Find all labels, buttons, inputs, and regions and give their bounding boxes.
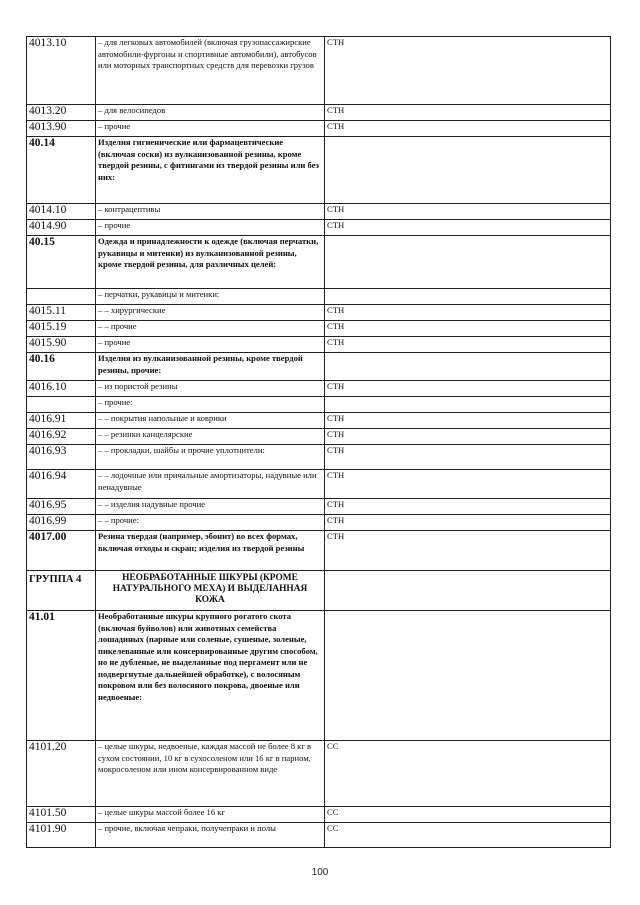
table-row xyxy=(27,470,611,499)
heading-row xyxy=(27,236,611,289)
table-row xyxy=(27,305,611,321)
heading-row xyxy=(27,611,611,741)
description-cell: – прочие xyxy=(96,337,325,353)
requirement-cell: СТН xyxy=(325,204,611,220)
requirement-cell xyxy=(325,397,611,413)
requirement-cell: СТН xyxy=(325,429,611,445)
description-cell: – для легковых автомобилей (включая грузопассажирские автомобили-фургоны и спортивные автомобили), автобусов или моторных транспортных средств для перевозки грузов xyxy=(96,37,325,105)
requirement-cell: СТН xyxy=(325,515,611,531)
description-cell: – из пористой резины xyxy=(96,381,325,397)
requirement-cell: СТН xyxy=(325,37,611,105)
table-row xyxy=(27,741,611,807)
code-cell xyxy=(27,289,96,305)
table-row xyxy=(27,413,611,429)
description-cell: – – изделия надувные прочие xyxy=(96,499,325,515)
requirement-cell xyxy=(325,571,611,611)
requirement-cell: СТН xyxy=(325,381,611,397)
tn-ved-table xyxy=(26,36,611,848)
description-cell: – прочие, включая чепраки, получепраки и полы xyxy=(96,823,325,848)
requirement-cell: СТН xyxy=(325,220,611,236)
description-cell: – для велосипедов xyxy=(96,105,325,121)
code-cell: 4016.91 xyxy=(27,413,96,429)
description-cell: – – резинки канцелярские xyxy=(96,429,325,445)
code-cell: 4016.10 xyxy=(27,381,96,397)
requirement-cell xyxy=(325,611,611,741)
group-code-cell: ГРУППА 4 xyxy=(27,571,96,611)
table-row xyxy=(27,321,611,337)
requirement-cell: СС xyxy=(325,807,611,823)
description-cell: – прочие: xyxy=(96,397,325,413)
group-title-cell: НЕОБРАБОТАННЫЕ ШКУРЫ (КРОМЕ НАТУРАЛЬНОГО МЕХА) И ВЫДЕЛАННАЯ КОЖА xyxy=(96,571,325,611)
requirement-cell xyxy=(325,353,611,381)
table-row xyxy=(27,289,611,305)
table-row xyxy=(27,445,611,470)
code-cell: 4014.10 xyxy=(27,204,96,220)
description-cell: – прочие xyxy=(96,220,325,236)
table-row xyxy=(27,204,611,220)
description-cell: – прочие xyxy=(96,121,325,137)
requirement-cell xyxy=(325,236,611,289)
requirement-cell: СТН xyxy=(325,445,611,470)
description-cell: – целые шкуры, недвоеные, каждая массой не более 8 кг в сухом состоянии, 10 кг в сухосоленом или 16 кг в парном, мокросоленом или ином консервированном виде xyxy=(96,741,325,807)
code-cell: 40.16 xyxy=(27,353,96,381)
code-cell: 4016.99 xyxy=(27,515,96,531)
description-cell: – перчатки, рукавицы и митенки: xyxy=(96,289,325,305)
requirement-cell xyxy=(325,289,611,305)
requirement-cell: СТН xyxy=(325,413,611,429)
code-cell: 4017.00 xyxy=(27,531,96,571)
description-cell: Изделия из вулканизованной резины, кроме твердой резины, прочие: xyxy=(96,353,325,381)
requirement-cell: СТН xyxy=(325,105,611,121)
table-row xyxy=(27,220,611,236)
requirement-cell: СТН xyxy=(325,121,611,137)
description-cell: Необработанные шкуры крупного рогатого скота (включая буйволов) или животных семейства лошадиных (парные или соленые, сушеные, золеные, пикелеванные или консервированные другим способом, но не дубленые, не выделанные под пергамент или не подвергнутые дальнейшей обработке), с волосяным покровом или без волосяного покрова, двоеные или недвоеные: xyxy=(96,611,325,741)
code-cell: 4014.90 xyxy=(27,220,96,236)
code-cell: 4016.92 xyxy=(27,429,96,445)
table-row xyxy=(27,337,611,353)
description-cell: Изделия гигиенические или фармацевтические (включая соски) из вулканизованной резины, кроме твердой резины, с фитингами из твердой резины или без них: xyxy=(96,137,325,204)
code-cell: 41.01 xyxy=(27,611,96,741)
code-cell: 4015.19 xyxy=(27,321,96,337)
page-number: 100 xyxy=(311,867,329,878)
code-cell: 4101.20 xyxy=(27,741,96,807)
description-cell: – контрацептивы xyxy=(96,204,325,220)
code-cell: 40.15 xyxy=(27,236,96,289)
code-cell: 4101.50 xyxy=(27,807,96,823)
requirement-cell: СТН xyxy=(325,305,611,321)
description-cell: – целые шкуры массой более 16 кг xyxy=(96,807,325,823)
table-row xyxy=(27,37,611,105)
table-row xyxy=(27,105,611,121)
requirement-cell: СТН xyxy=(325,337,611,353)
code-cell: 4016.95 xyxy=(27,499,96,515)
description-cell: – – покрытия напольные и коврики xyxy=(96,413,325,429)
code-cell: 4016.94 xyxy=(27,470,96,499)
group-row xyxy=(27,571,611,611)
table-row xyxy=(27,499,611,515)
code-cell: 40.14 xyxy=(27,137,96,204)
description-cell: – – прочие: xyxy=(96,515,325,531)
requirement-cell: СТН xyxy=(325,531,611,571)
description-cell: – – хирургические xyxy=(96,305,325,321)
code-cell: 4016.93 xyxy=(27,445,96,470)
table-row xyxy=(27,823,611,848)
code-cell: 4013.90 xyxy=(27,121,96,137)
code-cell: 4015.90 xyxy=(27,337,96,353)
description-cell: Резина твердая (например, эбонит) во всех формах, включая отходы и скрап; изделия из твердой резины xyxy=(96,531,325,571)
code-cell: 4013.20 xyxy=(27,105,96,121)
heading-row xyxy=(27,531,611,571)
table-row xyxy=(27,429,611,445)
table-row xyxy=(27,121,611,137)
requirement-cell: СС xyxy=(325,741,611,807)
table-row xyxy=(27,515,611,531)
description-cell: – – прокладки, шайбы и прочие уплотнители: xyxy=(96,445,325,470)
code-cell: 4013.10 xyxy=(27,37,96,105)
table-row xyxy=(27,397,611,413)
table-row xyxy=(27,381,611,397)
description-cell: Одежда и принадлежности к одежде (включая перчатки, рукавицы и митенки) из вулканизованной резины, кроме твердой резины, для различных целей: xyxy=(96,236,325,289)
requirement-cell xyxy=(325,137,611,204)
requirement-cell: СТН xyxy=(325,470,611,499)
code-cell: 4015.11 xyxy=(27,305,96,321)
heading-row xyxy=(27,353,611,381)
description-cell: – – прочие xyxy=(96,321,325,337)
description-cell: – – лодочные или причальные амортизаторы, надувные или ненадувные xyxy=(96,470,325,499)
heading-row xyxy=(27,137,611,204)
code-cell xyxy=(27,397,96,413)
requirement-cell: СС xyxy=(325,823,611,848)
requirement-cell: СТН xyxy=(325,499,611,515)
requirement-cell: СТН xyxy=(325,321,611,337)
code-cell: 4101.90 xyxy=(27,823,96,848)
table-row xyxy=(27,807,611,823)
